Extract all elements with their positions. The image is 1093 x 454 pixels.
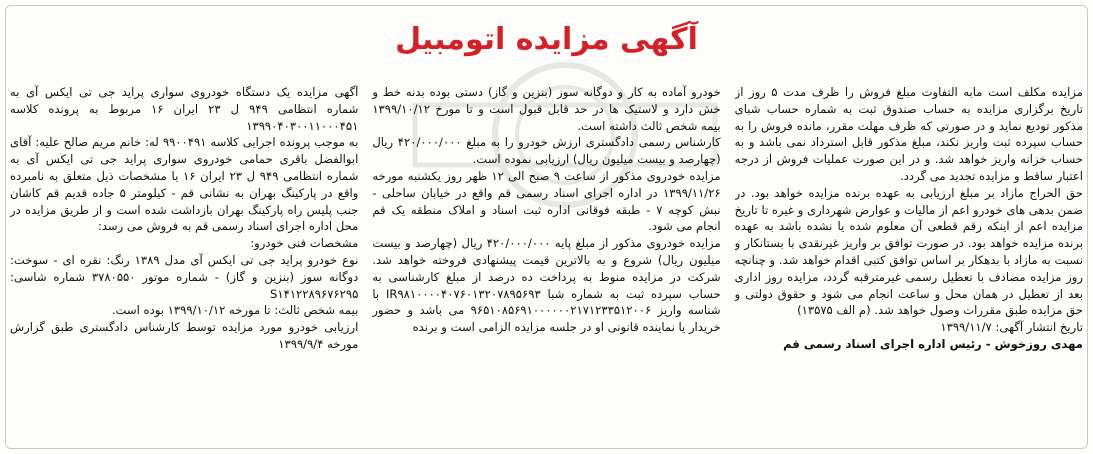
paragraph: بیمه شخص ثالث: تا مورخه ۱۳۹۹/۱۰/۱۲ بوده است. bbox=[111, 303, 359, 318]
paragraph: مشخصات فنی خودرو: bbox=[250, 236, 359, 251]
ad-title: آگهی مزایده اتومبیل bbox=[395, 22, 698, 57]
paragraph: خودرو آماده به کار و دوگانه سوز (بنزین و گاز) دستی بوده بدنه خط و خش دارد و لاستیک ها در حد قابل قبول است و تا مورخ ۱۳۹۹/۱۰/۱۲ بیمه شخص ثالث داشته است. bbox=[372, 85, 721, 133]
paragraph: مزایده خودروی مذکور از ساعت ۹ صبح الی ۱۲ ظهر روز یکشنبه مورخه ۱۳۹۹/۱۱/۲۶ در اداره اجرای اسناد رسمی قم واقع در خیابان ساحلی - نبش کوچه ۷ - طبقه فوقانی اداره ثبت اسناد و املاک منطقه یک قم انجام می شود. bbox=[372, 168, 721, 234]
paragraph: مزایده خودروی مذکور از مبلغ پایه ۴۲۰/۰۰۰/۰۰۰ ریال (چهارصد و بیست میلیون ریال) شروع و به بالاترین قیمت پیشنهادی فروخته خواهد شد. شرکت در مزایده منوط به پرداخت ده درصد از مبلغ کارشناسی به حساب سپرده ثبت به شماره شبا IR۹۸۱۰۰۰۰۴۰۷۶۰۱۳۲۰۷۸۹۵۶۹۳ با شناسه واریز ۹۶۵۱۰۸۵۶۹۱۰۰۰۰۰۰۲۱۷۱۲۳۳۵۱۲۰۰۶ می باشد و حضور خریدار یا نماینده قانونی او در جلسه مزایده الزامی است و برنده bbox=[372, 236, 721, 335]
publish-date: تاریخ انتشار آگهی: ۱۳۹۹/۱۱/۷ bbox=[940, 320, 1083, 335]
column-middle bbox=[372, 84, 720, 444]
signature-line: مهدی روزخوش - رئیس اداره اجرای اسناد رسمی قم bbox=[783, 336, 1083, 351]
column-left bbox=[735, 84, 1083, 444]
paragraph: ارزیابی خودرو مورد مزایده توسط کارشناس دادگستری طبق گزارش مورخه ۱۳۹۹/۹/۴ bbox=[10, 320, 359, 351]
paragraph: به موجب پرونده اجرایی کلاسه ۹۹۰۰۴۹۱ له: خانم مریم صالح علیه: آقای ابوالفضل باقری حمامی خودروی سواری پراید جی تی ایکس آی به شماره انتظامی ۹۴۹ ل ۲۳ ایران ۱۶ با مشخصات ذیل متعلق به نامبرده واقع در پارکینگ بهران به نشانی قم - کیلومتر ۵ جاده قدیم قم کاشان جنب پلیس راه پارکینگ بهران بازداشت شده است و از طریق مزایده در محل اداره اجرای اسناد رسمی قم به فروش می رسد: bbox=[10, 135, 359, 234]
paragraph: مزایده مکلف است مابه التفاوت مبلغ فروش را ظرف مدت ۵ روز از تاریخ برگزاری مزایده به حساب صندوق ثبت به شماره حساب شبای مذکور تودیع نماید و در صورتی که ظرف مهلت مقرر، مانده فروش را به حساب سپرده ثبت واریز نکند، مبلغ مذکور قابل استرداد نمی باشد و به حساب خزانه واریز خواهد شد. و در این صورت عملیات فروش از درجه اعتبار ساقط و مزایده تجدید می گردد. bbox=[734, 85, 1083, 183]
column-right bbox=[10, 84, 358, 444]
paragraph: حق الحراج مازاد بر مبلغ ارزیابی به عهده برنده مزایده خواهد بود. در ضمن بدهی های خودرو اعم از مالیات و عوارض شهرداری و غیره تا تاریخ مزایده اعم از اینکه رقم قطعی آن معلوم شده یا نشده باشد به عهده برنده مزایده خواهد بود. در صورت توافق بر واریز غیرنقدی با بستانکار و نسبت به مازاد با بدهکار بر اساس توافق کتبی اقدام خواهد شد. و چنانچه روز مزایده مصادف با تعطیل رسمی غیرمترقبه گردد، مزایده روز اداری بعد از تعطیل در همان محل و ساعت انجام می شود و حقوق دولتی و حق مزایده طبق مقررات وصول خواهد شد. (م الف ۱۳۵۷۵) bbox=[734, 185, 1083, 318]
paragraph: کارشناس رسمی دادگستری ارزش خودرو را به مبلغ ۴۲۰/۰۰۰/۰۰۰ ریال (چهارصد و بیست میلیون ریال) ارزیابی نموده است. bbox=[372, 135, 721, 167]
ad-body bbox=[10, 84, 1083, 444]
paragraph: آگهی مزایده یک دستگاه خودروی سواری پراید جی تی ایکس آی به شماره انتظامی ۹۴۹ ل ۲۳ ایران ۱۶ مربوط به پرونده کلاسه ۱۳۹۹۰۴۰۳۰۰۱۱۰۰۰۴۵۱ bbox=[10, 85, 359, 133]
paragraph: نوع خودرو پراید جی تی ایکس آی مدل ۱۳۸۹ رنگ: نقره ای - سوخت: دوگانه سوز (بنزین و گاز) - شماره موتور ۳۷۸۰۵۵۰ شماره شاسی: S۱۴۱۲۲۸۹۶۷۶۲۹۵ bbox=[10, 252, 359, 301]
